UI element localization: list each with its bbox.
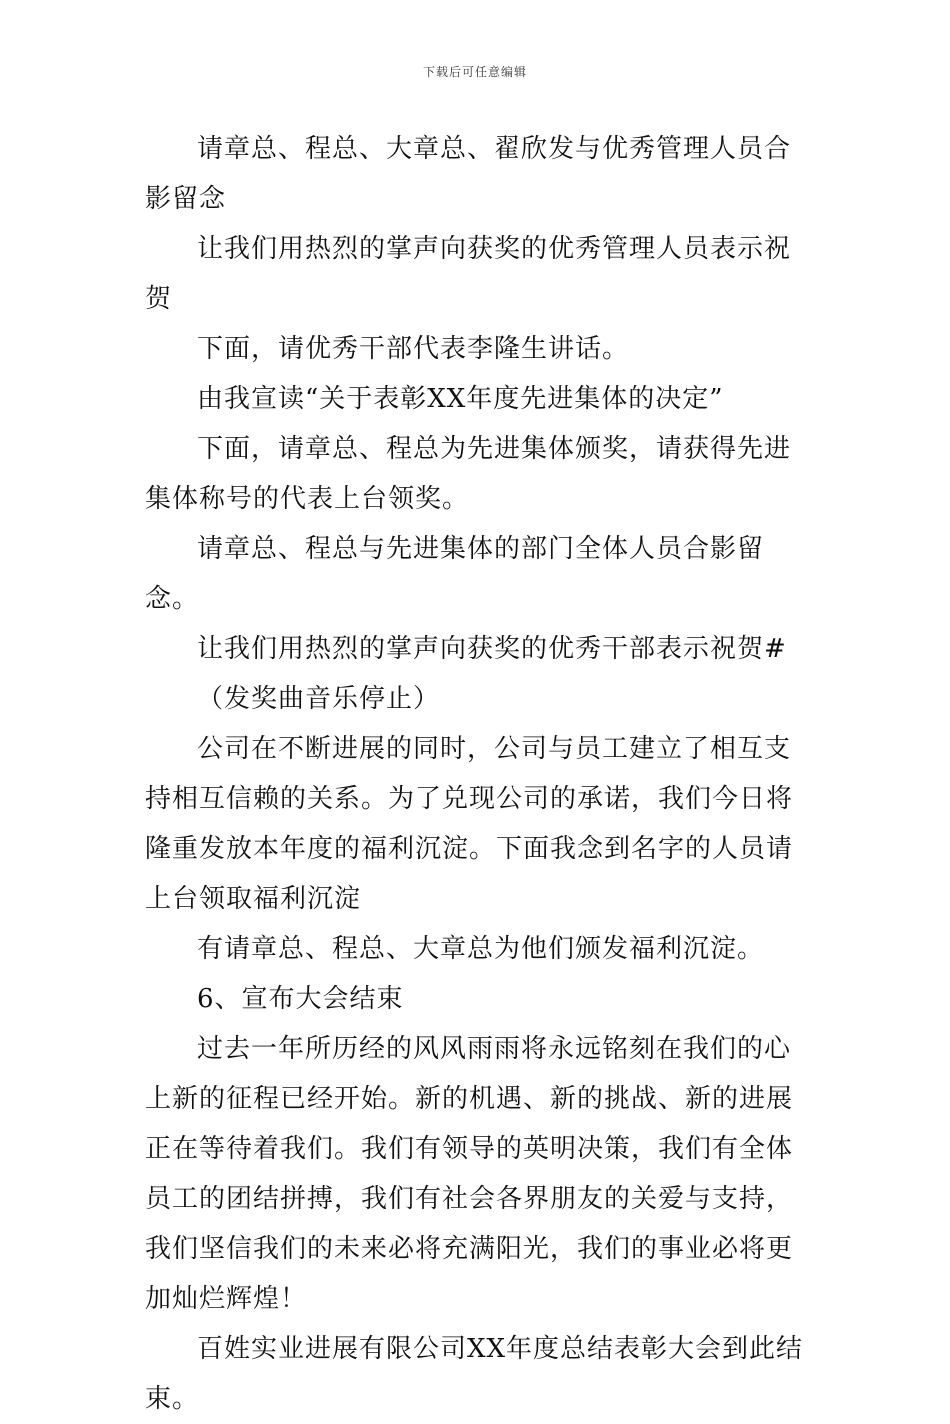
paragraph-music-stop: （发奖曲音乐停止）	[197, 684, 441, 714]
paragraph-applause-managers: 让我们用热烈的掌声向获奖的优秀管理人员表示祝贺	[145, 234, 792, 314]
paragraph-collective-award: 下面，请章总、程总为先进集体颁奖，请获得先进集体称号的代表上台领奖。	[145, 434, 792, 514]
paragraph-welfare-announcement: 公司在不断进展的同时，公司与员工建立了相互支持相互信赖的关系。为了兑现公司的承诺，我们今日将隆重发放本年度的福利沉淀。下面我念到名字的人员请上台领取福利沉淀	[145, 734, 794, 914]
document-body	[145, 124, 815, 1424]
page-header-note: 下载后可任意编辑	[422, 65, 527, 79]
paragraph-read-decision: 由我宣读“关于表彰XX年度先进集体的决定”	[197, 384, 724, 414]
paragraph-applause-cadres: 让我们用热烈的掌声向获奖的优秀干部表示祝贺#	[197, 634, 787, 664]
paragraph-welfare-issue: 有请章总、程总、大章总为他们颁发福利沉淀。	[197, 934, 765, 964]
paragraph-closing-remarks: 过去一年所历经的风风雨雨将永远铭刻在我们的心上新的征程已经开始。新的机遇、新的挑战、新的进展正在等待着我们。我们有领导的英明决策，我们有全体员工的团结拼搏，我们有社会各界朋友的关爱与支持，我们坚信我们的未来必将充满阳光，我们的事业必将更加灿烂辉煌！	[145, 1034, 794, 1314]
paragraph-cadre-speech: 下面，请优秀干部代表李隆生讲话。	[197, 334, 630, 364]
paragraph-section-heading: 6、宣布大会结束	[197, 984, 404, 1014]
paragraph-meeting-end: 百姓实业进展有限公司XX年度总结表彰大会到此结束。	[145, 1334, 804, 1414]
paragraph-group-photo-collective: 请章总、程总与先进集体的部门全体人员合影留念。	[145, 534, 765, 614]
paragraph-group-photo-managers: 请章总、程总、大章总、翟欣发与优秀管理人员合影留念	[145, 134, 792, 214]
